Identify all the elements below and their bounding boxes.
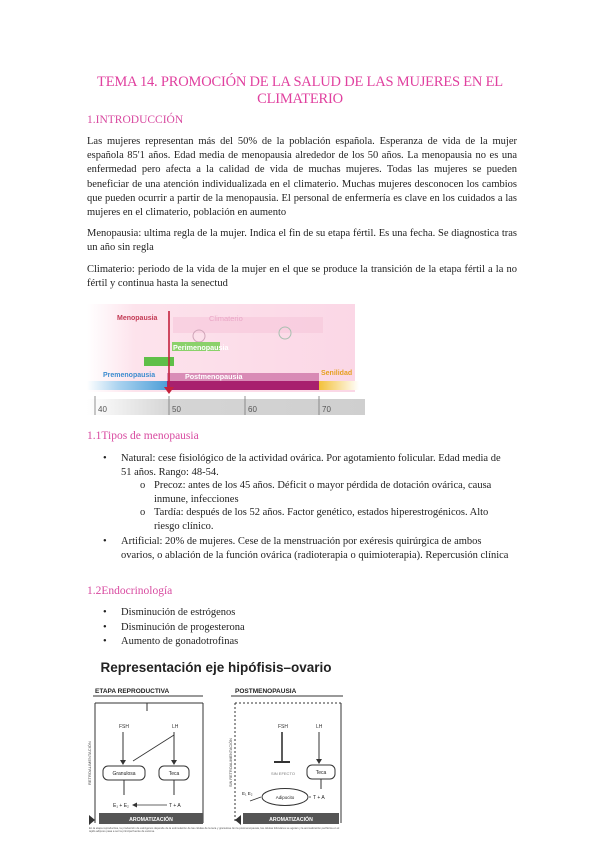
tardia-text: Tardía: después de los 52 años. Factor genético, estados hiperestrogénicos. Alto riesgo clínico.: [154, 507, 489, 532]
climaterio-definition: Climaterio: periodo de la vida de la mujer en el que se produce la transición de la etapa fértil a la no fértil y continua hasta la senectud: [87, 264, 517, 290]
list-item: • Artificial: 20% de mujeres. Cese de la menstruación por exéresis quirúrgica de ambos ovarios, o ablación de la función ovárica (radioterapia o quimioterapia). Repercusión clínica: [103, 536, 509, 561]
age-tick-60: 60: [248, 405, 257, 414]
artificial-text: Artificial: 20% de mujeres. Cese de la menstruación por exéresis quirúrgica de ambos ovarios, o ablación de la función ovárica (radioterapia o quimioterapia). Repercusión clínica: [121, 536, 509, 561]
age-tick-40: 40: [98, 405, 107, 414]
svg-text:RETROALIMENTACIÓN: RETROALIMENTACIÓN: [87, 741, 92, 785]
precoz-text: Precoz: antes de los 45 años. Déficit o mayor pérdida de dotación ovárica, causa inmune, infecciones: [154, 480, 492, 505]
svg-text:Adipocito: Adipocito: [275, 795, 295, 800]
svg-text:FSH: FSH: [119, 724, 129, 730]
menopausia-label: Menopausia: [117, 315, 158, 322]
list-item: o Precoz: antes de los 45 años. Déficit o mayor pérdida de dotación ovárica, causa inmune, infecciones: [140, 480, 492, 505]
artificial-list: [103, 535, 513, 562]
climaterio-label: Climaterio: [209, 314, 243, 323]
page-title: TEMA 14. PROMOCIÓN DE LA SALUD DE LAS MUJERES EN EL CLIMATERIO: [97, 74, 503, 107]
svg-text:E₁ E₂: E₁ E₂: [242, 791, 253, 796]
climaterio-timeline-figure: [87, 299, 365, 420]
natural-sublist: [140, 479, 514, 534]
svg-text:SIN RETROALIMENTACIÓN: SIN RETROALIMENTACIÓN: [229, 738, 233, 787]
tipos-list: [103, 452, 513, 479]
svg-text:E₁ + E₂: E₁ + E₂: [113, 803, 129, 809]
svg-text:Teca: Teca: [315, 770, 327, 776]
section-heading-introduccion: 1.INTRODUCCIÓN: [87, 114, 184, 126]
postmenopausia-label: Postmenopausia: [185, 372, 243, 381]
diagram-title: Representación eje hipófisis–ovario: [100, 660, 332, 675]
age-tick-50: 50: [172, 405, 181, 414]
senilidad-bar: [319, 381, 359, 390]
menopausia-definition: Menopausia: ultima regla de la mujer. Indica el fin de su etapa fértil. Es una fecha. Se diagnostica tras un año sin regla: [87, 228, 517, 254]
natural-text: Natural: cese fisiológico de la actividad ovárica. Por agotamiento folicular. Edad media de 51 años. Rango: 48-54.: [121, 453, 501, 478]
diagram-caption: En la etapa reproductiva, la producción de estrógenos depende de la estimulación de las células de la teca y granulosa. En la postmenopausia, las células foliculares se agotan y la aromatización periférica en el tejido adiposo pasa a ser la principal fuente de estrona.: [89, 827, 340, 834]
perimenopausia-label: Perimenopausia: [173, 343, 229, 352]
intro-paragraph: Las mujeres representan más del 50% de la población española. Esperanza de vida de la mujer española 85'1 años. Edad media de menopausia alrededor de los 50 años. La menopausia no es una enfermedad pero afecta a la calidad de vida de muchas mujeres. Todas las mujeres se pueden beneficiar de una atención individualizada en el climaterio. Muchas mujeres desconocen los cambios que pueden ocurrir a partir de la menopausia. El personal de enfermería es clave en los cuidados a las mujeres en el climaterio, población en aumento: [87, 136, 517, 219]
svg-text:FSH: FSH: [278, 724, 288, 730]
list-item: o Tardía: después de los 52 años. Factor genético, estados hiperestrogénicos. Alto riesgo clínico.: [140, 507, 489, 532]
list-item: • Disminución de estrógenos: [103, 607, 236, 618]
endocrinologia-list: [103, 606, 421, 650]
section-heading-endocrinologia: 1.2Endocrinología: [87, 585, 173, 597]
svg-text:SIN EFECTO: SIN EFECTO: [271, 771, 295, 776]
senilidad-label: Senilidad: [321, 370, 353, 377]
eje-hipofisis-ovario-diagram: [85, 655, 347, 845]
age-tick-70: 70: [322, 405, 331, 414]
svg-text:AROMATIZACIÓN: AROMATIZACIÓN: [269, 817, 313, 823]
svg-text:POSTMENOPAUSIA: POSTMENOPAUSIA: [235, 688, 297, 695]
svg-text:AROMATIZACIÓN: AROMATIZACIÓN: [129, 817, 173, 823]
section-heading-tipos: 1.1Tipos de menopausia: [87, 430, 199, 442]
premenopausia-label: Premenopausia: [103, 372, 156, 379]
svg-text:LH: LH: [172, 724, 179, 730]
list-item: • Aumento de gonadotrofinas: [103, 636, 239, 647]
svg-text:T + A: T + A: [169, 803, 181, 809]
svg-text:Granulosa: Granulosa: [112, 771, 136, 777]
postmenopausia-bar: [167, 381, 319, 390]
svg-text:ETAPA REPRODUCTIVA: ETAPA REPRODUCTIVA: [95, 688, 170, 695]
premenopausia-bar: [87, 381, 167, 390]
list-item: • Disminución de progesterona: [103, 621, 245, 633]
svg-text:T + A: T + A: [313, 795, 325, 801]
svg-text:Teca: Teca: [168, 771, 180, 777]
list-item: • Natural: cese fisiológico de la actividad ovárica. Por agotamiento folicular. Edad media de 51 años. Rango: 48-54.: [103, 453, 501, 478]
svg-text:LH: LH: [316, 724, 323, 730]
